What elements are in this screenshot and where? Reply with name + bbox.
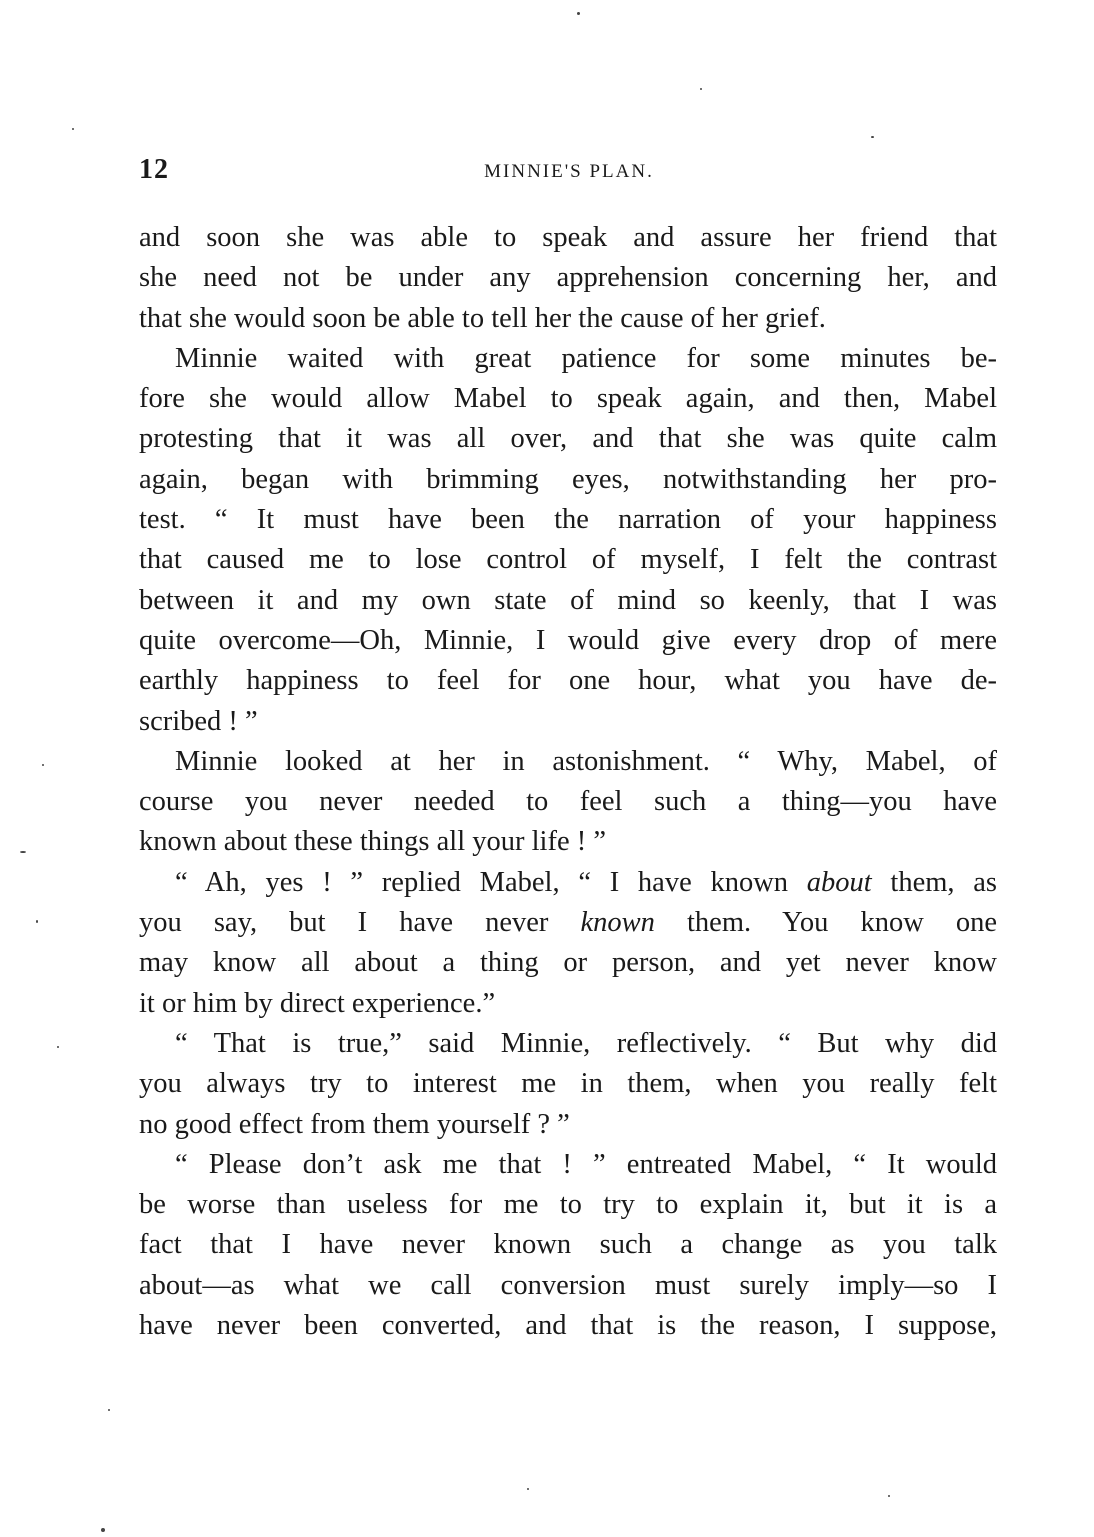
scan-speck bbox=[42, 764, 44, 766]
scan-speck bbox=[577, 12, 580, 15]
text-line: protesting that it was all over, and that she was quite calm bbox=[139, 423, 997, 455]
text-line: test. “ It must have been the narration of your happiness bbox=[139, 504, 997, 536]
text-line: course you never needed to feel such a thing—you have bbox=[139, 786, 997, 818]
text-line: may know all about a thing or person, and yet never know bbox=[139, 947, 997, 979]
text-line: she need not be under any apprehension concerning her, and bbox=[139, 262, 997, 294]
text-line: you always try to interest me in them, when you really felt bbox=[139, 1068, 997, 1100]
page-header bbox=[139, 150, 997, 190]
text-line: quite overcome—Oh, Minnie, I would give every drop of mere bbox=[139, 624, 997, 656]
text-line: be worse than useless for me to try to explain it, but it is a bbox=[139, 1189, 997, 1221]
text-segment: them, as bbox=[871, 866, 997, 898]
body-text bbox=[139, 218, 997, 1346]
text-line: known about these things all your life ! ” bbox=[139, 826, 606, 858]
text-line: fore she would allow Mabel to speak again, and then, Mabel bbox=[139, 383, 997, 415]
text-line bbox=[139, 903, 997, 943]
text-line: about—as what we call conversion must surely imply—so I bbox=[139, 1269, 997, 1301]
text-segment: you say, but I have never bbox=[139, 907, 581, 939]
scan-speck bbox=[72, 128, 74, 130]
scan-speck bbox=[57, 1046, 59, 1048]
text-line: Minnie looked at her in astonishment. “ Why, Mabel, of bbox=[175, 745, 997, 777]
text-line: that caused me to lose control of myself, I felt the contrast bbox=[139, 544, 997, 576]
text-line: and soon she was able to speak and assure her friend that bbox=[139, 222, 997, 253]
text-line: no good effect from them yourself ? ” bbox=[139, 1108, 570, 1140]
scan-speck bbox=[101, 1528, 105, 1532]
scan-speck bbox=[871, 136, 874, 138]
scan-speck bbox=[20, 851, 26, 853]
text-line bbox=[139, 863, 997, 903]
text-line: earthly happiness to feel for one hour, what you have de- bbox=[139, 665, 997, 697]
text-line: it or him by direct experience.” bbox=[139, 987, 496, 1019]
text-line: between it and my own state of mind so keenly, that I was bbox=[139, 584, 997, 616]
text-line: again, began with brimming eyes, notwithstanding her pro- bbox=[139, 463, 997, 495]
scan-speck bbox=[700, 88, 702, 90]
scan-speck bbox=[108, 1409, 110, 1411]
scan-speck bbox=[888, 1495, 890, 1497]
text-line: Minnie waited with great patience for some minutes be- bbox=[175, 342, 997, 374]
running-title: MINNIE'S PLAN. bbox=[484, 161, 654, 182]
scan-speck bbox=[527, 1488, 529, 1490]
text-line: “ That is true,” said Minnie, reflectively. “ But why did bbox=[175, 1027, 997, 1059]
text-line: have never been converted, and that is the reason, I suppose, bbox=[139, 1310, 997, 1342]
text-segment: them. You know one bbox=[654, 907, 997, 939]
italic-word: known bbox=[580, 907, 655, 939]
italic-word: about bbox=[806, 866, 872, 898]
text-line: scribed ! ” bbox=[139, 705, 258, 737]
scan-speck bbox=[36, 920, 38, 923]
text-segment: “ Ah, yes ! ” replied Mabel, “ I have known bbox=[175, 866, 807, 898]
text-line: fact that I have never known such a change as you talk bbox=[139, 1229, 997, 1261]
page-number: 12 bbox=[139, 154, 169, 185]
text-line: that she would soon be able to tell her the cause of her grief. bbox=[139, 302, 826, 334]
text-line: “ Please don’t ask me that ! ” entreated Mabel, “ It would bbox=[175, 1148, 997, 1180]
